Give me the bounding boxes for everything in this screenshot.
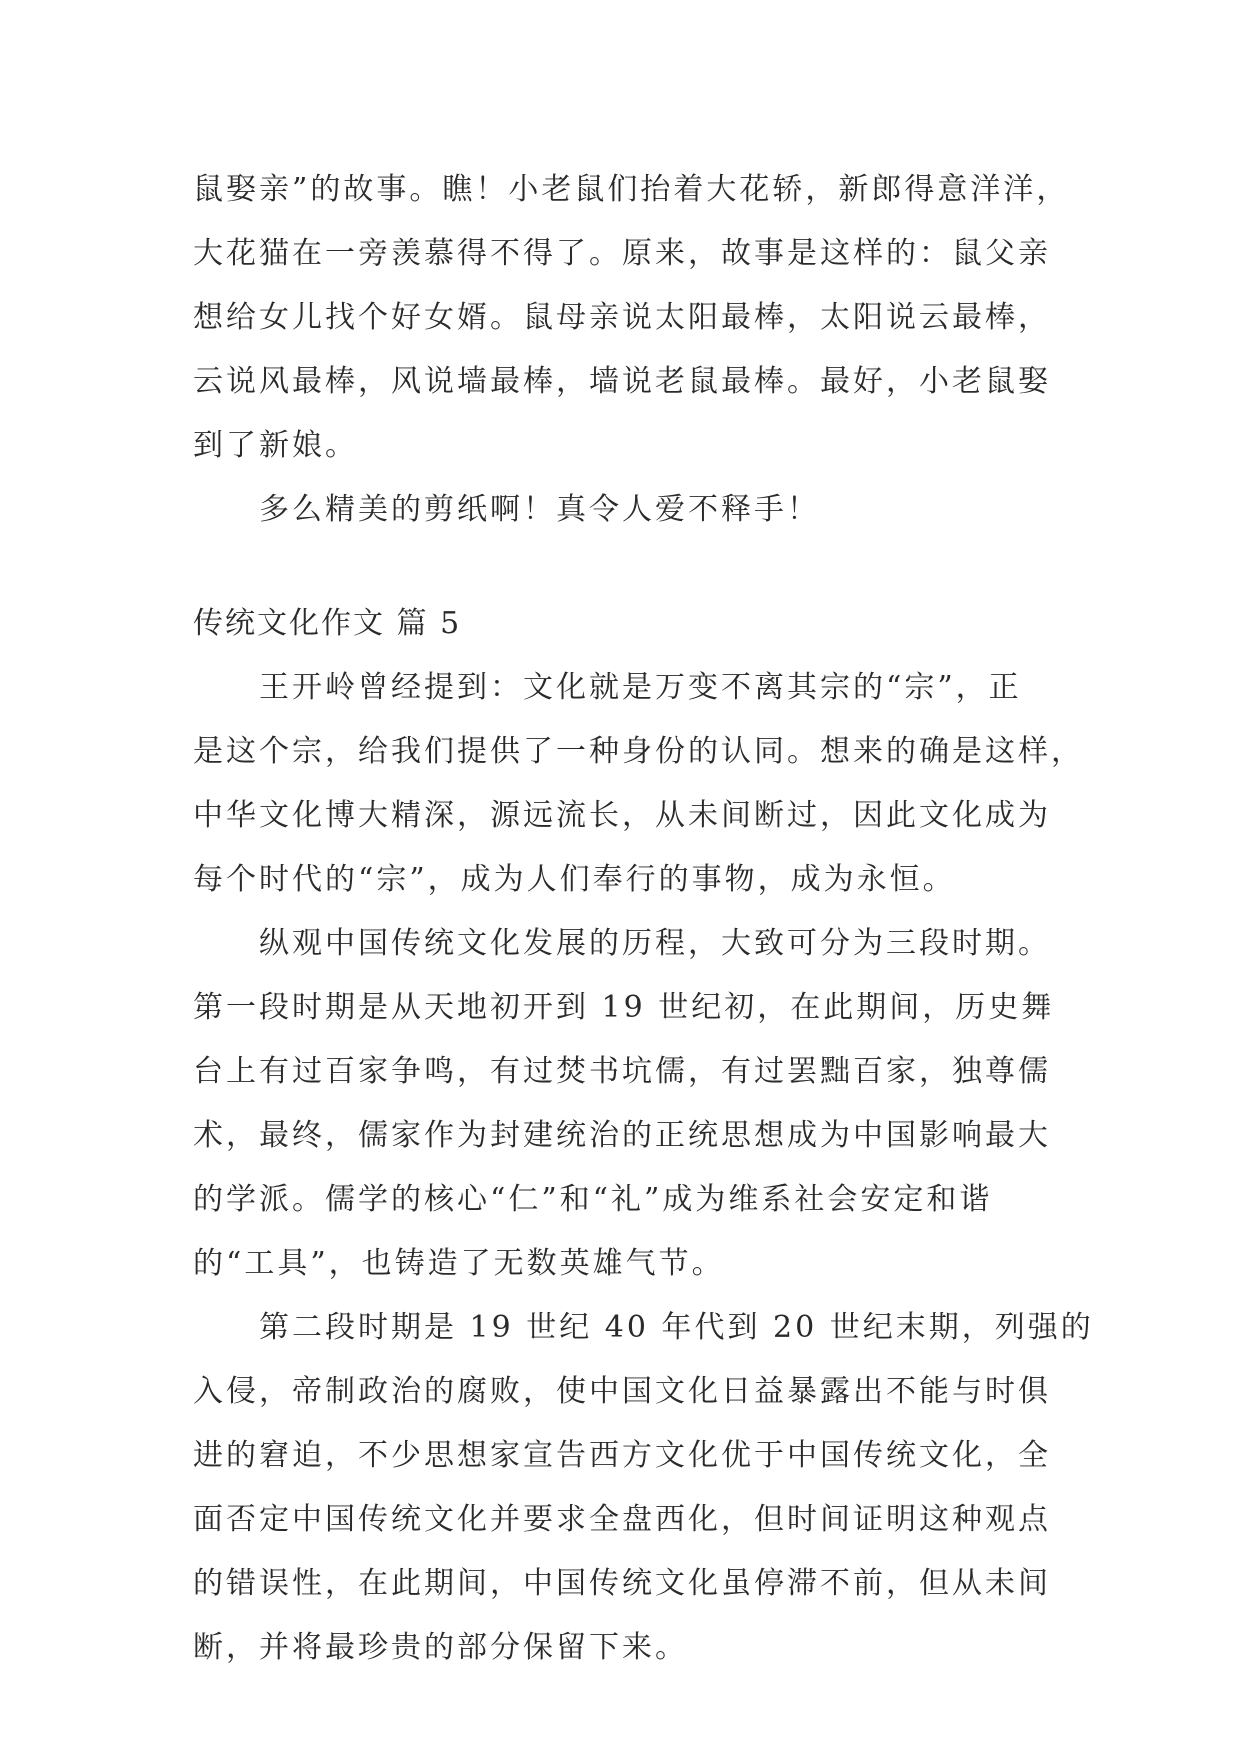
- paragraph: [193, 656, 1084, 912]
- text-line: 的学派。儒学的核心“仁”和“礼”成为维系社会安定和谐: [193, 1182, 993, 1217]
- text-line: 到了新娘。: [193, 428, 358, 463]
- text-line: 是这个宗，给我们提供了一种身份的认同。想来的确是这样，: [193, 734, 1084, 769]
- text-line: 第二段时期是 19 世纪 40 年代到 20 世纪末期，列强的: [259, 1310, 1094, 1345]
- text-line: 第一段时期是从天地初开到 19 世纪初，在此期间，历史舞: [193, 990, 1055, 1025]
- text-line: 多么精美的剪纸啊！真令人爱不释手！: [259, 492, 820, 527]
- text-line: 王开岭曾经提到：文化就是万变不离其宗的“宗”，正: [259, 670, 1022, 705]
- paragraph: [193, 1296, 1094, 1680]
- text-line: 面否定中国传统文化并要求全盘西化，但时间证明这种观点: [193, 1502, 1051, 1537]
- text-line: 每个时代的“宗”，成为人们奉行的事物，成为永恒。: [193, 862, 956, 897]
- text-line: 中华文化博大精深，源远流长，从未间断过，因此文化成为: [193, 798, 1051, 833]
- section-heading: 传统文化作文 篇 5: [193, 606, 462, 641]
- text-line: 云说风最棒，风说墙最棒，墙说老鼠最棒。最好，小老鼠娶: [193, 364, 1051, 399]
- text-line: 的“工具”，也铸造了无数英雄气节。: [193, 1246, 725, 1281]
- document-body: [193, 158, 1094, 1680]
- paragraph: [193, 478, 1073, 542]
- paragraph: [193, 158, 1073, 478]
- text-line: 大花猫在一旁羡慕得不得了。原来，故事是这样的：鼠父亲: [193, 236, 1051, 271]
- paragraph: [193, 912, 1073, 1296]
- text-line: 入侵，帝制政治的腐败，使中国文化日益暴露出不能与时俱: [193, 1374, 1051, 1409]
- text-line: 术，最终，儒家作为封建统治的正统思想成为中国影响最大: [193, 1118, 1051, 1153]
- text-line: 纵观中国传统文化发展的历程，大致可分为三段时期。: [259, 926, 1051, 961]
- text-line: 断，并将最珍贵的部分保留下来。: [193, 1630, 688, 1665]
- text-line: 鼠娶亲”的故事。瞧！小老鼠们抬着大花轿，新郎得意洋洋，: [193, 172, 1070, 207]
- text-line: 的错误性，在此期间，中国传统文化虽停滞不前，但从未间: [193, 1566, 1051, 1601]
- text-line: 进的窘迫，不少思想家宣告西方文化优于中国传统文化，全: [193, 1438, 1051, 1473]
- text-line: 台上有过百家争鸣，有过焚书坑儒，有过罢黜百家，独尊儒: [193, 1054, 1051, 1089]
- text-line: 想给女儿找个好女婿。鼠母亲说太阳最棒，太阳说云最棒，: [193, 300, 1051, 335]
